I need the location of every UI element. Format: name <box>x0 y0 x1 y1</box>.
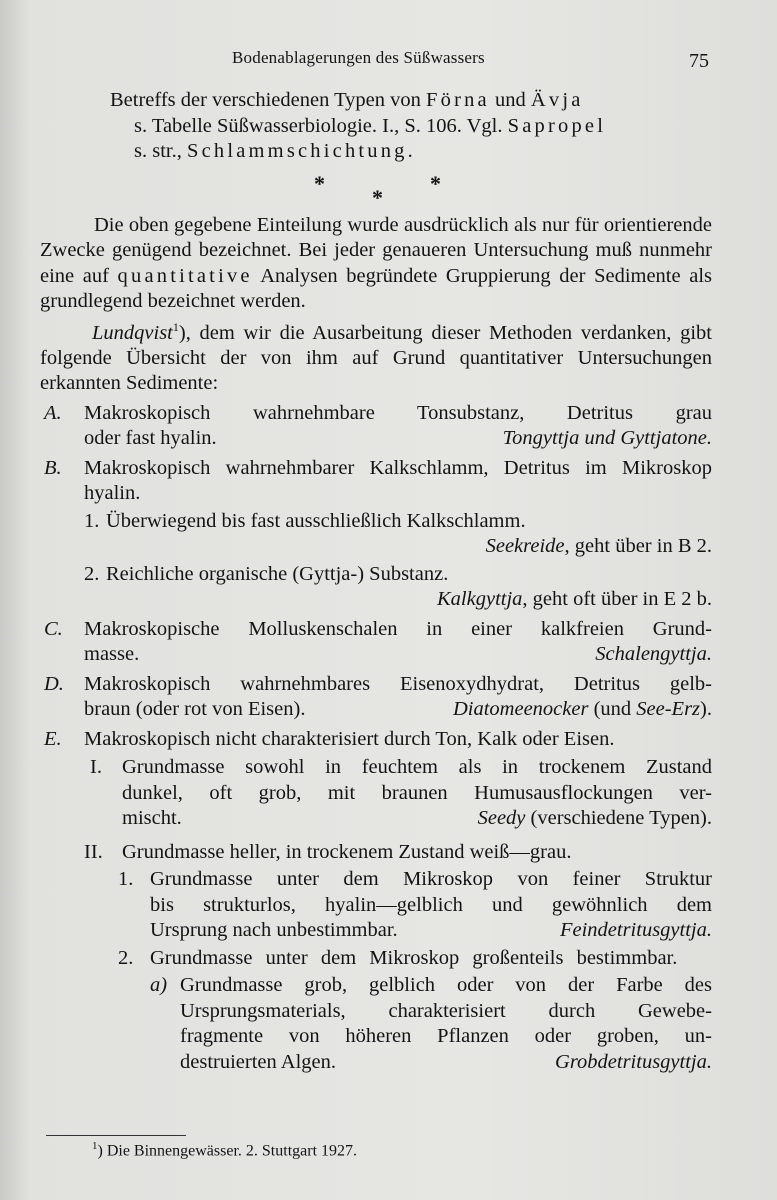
sediment-term: Grobdetritusgyttja. <box>555 1050 712 1073</box>
intro-line-2: s. Tabelle Süßwasserbiologie. I., S. 106. Vgl. Sapropel <box>134 114 607 137</box>
intro-paragraph <box>40 88 712 165</box>
sediment-term: Feindetritusgyttja. <box>559 919 712 942</box>
entry-label: A. <box>44 401 62 424</box>
sediment-term: Schalengyttja. <box>595 643 712 666</box>
page-header <box>0 48 777 78</box>
entry-e: E. Makroskopisch nicht charakterisiert durch Ton, Kalk oder Eisen. <box>40 727 712 753</box>
paragraph-lundqvist: Lundqvist$^1$), dem wir die Ausarbeitung dieser Methoden verdanken, gibt folgende Übersicht der von ihm auf Grund quantitativer Untersuchungen erkannten Sedimente: <box>40 319 712 395</box>
author-lundqvist: Lundqvist <box>92 321 173 344</box>
term-quantitative: quantitative <box>117 264 253 287</box>
footnote-mark: 1 <box>92 1140 98 1152</box>
footnote <box>92 1140 357 1160</box>
entry-d: D. Makroskopisch wahrnehmbares Eisenoxydhydrat, Detritus gelb- braun (oder rot von Eisen). Diatomeenocker (und See-Erz). <box>44 672 712 721</box>
entry-b: B. Makroskopisch wahrnehmbarer Kalkschlamm, Detritus im Mikroskop hyalin. <box>44 456 712 505</box>
star-1: * <box>314 170 325 196</box>
entry-e-ii-2-a: a) Grundmasse grob, gelblich oder von der Farbe des Ursprungsmaterials, charakterisiert durch Gewebe- fragmente von höheren Pflanzen oder groben, un- destruierten Algen. Grobdetritusgyttja. <box>40 973 712 1075</box>
page-number: 75 <box>689 50 709 72</box>
entry-label: B. <box>44 456 62 479</box>
entry-e-ii: II. Grundmasse heller, in trockenem Zustand weiß—grau. <box>84 840 572 863</box>
entry-e-ii-1: 1. Grundmasse unter dem Mikroskop von feiner Struktur bis strukturlos, hyalin—gelblich und gewöhnlich dem Ursprung nach unbestimmbar. Feindetritusgyttja. <box>40 867 712 944</box>
footnote-ref: 1 <box>172 319 179 334</box>
running-head: Bodenablagerungen des Süßwassers <box>232 48 485 67</box>
term-forna: Förna <box>426 89 490 111</box>
star-2: * <box>430 170 441 196</box>
footnote-text: ) Die Binnengewässer. 2. Stuttgart 1927. <box>97 1142 358 1160</box>
entry-e-ii-2: 2. Grundmasse unter dem Mikroskop großenteils bestimmbar. <box>118 946 678 969</box>
sediment-term: Seekreide <box>485 535 565 558</box>
sediment-term: Kalkgyttja <box>437 588 523 611</box>
term-sapropel: Sapropel <box>507 114 607 137</box>
intro-line-1: Betreffs der verschiedenen Typen von Förna und Ävja <box>110 89 584 111</box>
footnote-rule <box>46 1135 186 1136</box>
entry-label: D. <box>44 672 64 695</box>
intro-line-3: s. str., Schlammschichtung. <box>134 140 413 162</box>
entry-c: C. Makroskopische Molluskenschalen in einer kalkfreien Grund- masse. Schalengyttja. <box>40 617 712 668</box>
sediment-term: See-Erz <box>636 698 701 721</box>
sediment-term: Seedy <box>477 807 526 830</box>
page-body <box>40 88 712 1075</box>
term-avja: Ävja <box>530 89 584 111</box>
paragraph-einteilung: Die oben gegebene Einteilung wurde ausdrücklich als nur für orientierende Zwecke genügend bezeichnet. Bei jeder genaueren Untersuchung muß nunmehr eine auf quantitative Analysen begründete Gruppierung der Sedimente als grundlegend bezeichnet werden. <box>40 213 712 312</box>
section-stars <box>40 167 712 211</box>
entry-label: C. <box>44 617 63 640</box>
sediment-term: Diatomeenocker <box>452 698 589 721</box>
entry-b-2: 2. Reichliche organische (Gyttja-) Substanz. Kalkgyttja, geht oft über in E 2 b. <box>84 562 712 611</box>
sediment-term: Tongyttja und Gyttjatone. <box>502 427 712 450</box>
star-3: * <box>372 184 383 210</box>
entry-b-1: 1. Überwiegend bis fast ausschließlich Kalkschlamm. Seekreide, geht über in B 2. <box>84 509 712 558</box>
entry-a: A. Makroskopisch wahrnehmbare Tonsubstanz, Detritus grau oder fast hyalin. Tongyttja und Gyttjatone. <box>40 401 712 452</box>
entry-e-i: I. Grundmasse sowohl in feuchtem als in trockenem Zustand dunkel, oft grob, mit braunen Humusausflockungen ver- mischt. Seedy (verschiedene Typen). <box>90 756 712 830</box>
entry-label: E. <box>44 727 62 750</box>
term-schlammschichtung: Schlammschichtung <box>186 140 408 162</box>
